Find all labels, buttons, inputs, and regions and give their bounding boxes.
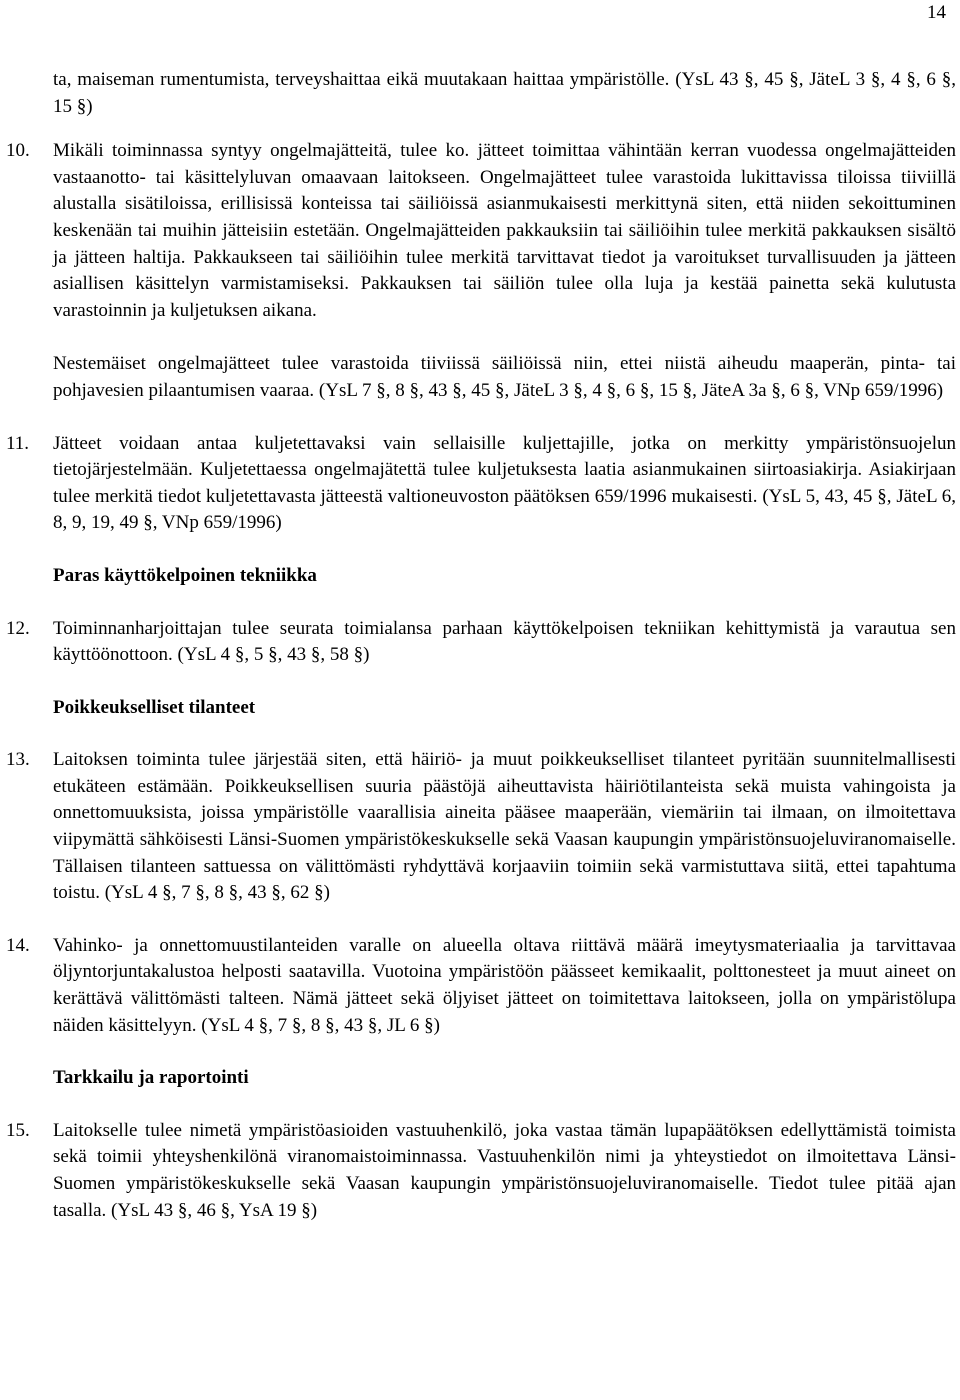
page-number: 14: [927, 2, 946, 23]
paragraph-14: [0, 933, 960, 1039]
paragraph-13: [0, 747, 960, 907]
paragraph-12: [0, 616, 960, 669]
paragraph-number: 11.: [6, 432, 30, 454]
paragraph-text: Jätteet voidaan antaa kuljetettavaksi vain sellaisille kuljettajille, jotka on merkitty ympäristönsuojelun tietojärjestelmään. Kuljetettaessa ongelmajätettä tulee kuljetuksesta laatia asianmukainen siirtoasiakirja. Asiakirjaan tulee merkitä tiedot kuljetettavasta jätteestä valtioneuvoston päätöksen 659/1996 mukaisesti. (YsL 5, 43, 45 §, JäteL 6, 8, 9, 19, 49 §, VNp 659/1996): [53, 432, 956, 534]
paragraph-text: Mikäli toiminnassa syntyy ongelmajätteitä, tulee ko. jätteet toimittaa vähintään kerran vuodessa ongelmajätteiden vastaanotto- tai käsittelyluvan omaavaan laitokseen. Ongelmajätteet tulee varastoida lukittavissa tiloissa tiiviillä alustalla sisätiloissa, erillisissä konteissa tai säiliöissä asianmukaisesti merkittynä siten, että niiden sekoittuminen keskenään tai muihin jätteisiin estetään. Ongelmajätteiden pakkauksiin tai säiliöihin tulee merkitä pakkauksen sisältö ja jätteen haltija. Pakkaukseen tai säiliöihin tulee merkitä tarvittavat tiedot ja varoitukset turvallisuuden ja jätteen asiallisen käsittelyn varmistamiseksi. Pakkauksen tai säiliön tulee olla luja ja kestää painetta sekä kulutusta varastoinnin ja kuljetuksen aikana.: [53, 140, 956, 321]
paragraph-number: 12.: [6, 617, 30, 639]
section-heading: Poikkeukselliset tilanteet: [53, 696, 256, 718]
paragraph-10: [0, 138, 960, 324]
paragraph-number: 13.: [6, 749, 30, 771]
paragraph-number: 10.: [6, 140, 30, 162]
paragraph-11: [0, 431, 960, 537]
paragraph-text: Laitoksen toiminta tulee järjestää siten, että häiriö- ja muut poikkeukselliset tilanteet pyritään suunnitelmallisesti etukäteen estämään. Poikkeuksellisen suuria päästöjä aiheuttavista häiriötilanteista sekä muista vahingoista ja onnettomuuksista, joissa ympäristölle vaarallisia aineita pääsee maaperään, viemäriin tai ilmaan, on ilmoitettava viipymättä sähköisesti Länsi-Suomen ympäristökeskukselle sekä Vaasan kaupungin ympäristönsuojeluviranomaiselle. Tällaisen tilanteen sattuessa on välittömästi ryhdyttävä korjaaviin toimiin sekä varmistuttava siitä, ettei tapahtuma toistu. (YsL 4 §, 7 §, 8 §, 43 §, 62 §): [53, 749, 956, 904]
section-heading: Paras käyttökelpoinen tekniikka: [53, 564, 317, 586]
paragraph-text: Vahinko- ja onnettomuustilanteiden varalle on alueella oltava riittävä määrä imeytysmateriaalia ja tarvittavaa öljyntorjuntakalustoa helposti saatavilla. Vuotoina ympäristöön päässeet kemikaalit, polttonesteet ja muut aineet on kerättävä välittömästi talteen. Nämä jätteet sekä öljyiset jätteet on toimitettava laitokseen, jolla on ympäristölupa näiden käsittelyyn. (YsL 4 §, 7 §, 8 §, 43 §, JL 6 §): [53, 934, 956, 1036]
paragraph-text: ta, maiseman rumentumista, terveyshaittaa eikä muutakaan haittaa ympäristölle. (YsL 43 §, 45 §, JäteL 3 §, 4 §, 6 §, 15 §): [53, 69, 956, 117]
paragraph-15: [0, 1118, 960, 1224]
paragraph-number: 14.: [6, 934, 30, 956]
paragraph-number: 15.: [6, 1119, 30, 1141]
paragraph-text: Nestemäiset ongelmajätteet tulee varastoida tiiviissä säiliöissä niin, ettei niistä aiheudu maaperän, pinta- tai pohjavesien pilaantumisen vaaraa. (YsL 7 §, 8 §, 43 §, 45 §, JäteL 3 §, 4 §, 6 §, 15 §, JäteA 3a §, 6 §, VNp 659/1996): [53, 353, 956, 401]
paragraph-text: Laitokselle tulee nimetä ympäristöasioiden vastuuhenkilö, joka vastaa tämän lupapäätöksen edellyttämistä toimista sekä toimii yhteyshenkilönä viranomaistoiminnassa. Vastuuhenkilön nimi ja yhteystiedot on ilmoitettava Länsi-Suomen ympäristökeskukselle sekä Vaasan kaupungin ympäristönsuojeluviranomaiselle. Tiedot tulee pitää ajan tasalla. (YsL 43 §, 46 §, YsA 19 §): [53, 1119, 956, 1221]
paragraph-continuation: [0, 67, 960, 120]
section-heading: Tarkkailu ja raportointi: [53, 1067, 249, 1089]
document-body: [0, 67, 960, 1224]
paragraph-text: Toiminnanharjoittajan tulee seurata toimialansa parhaan käyttökelpoisen tekniikan kehittymistä ja varautua sen käyttöönottoon. (YsL 4 §, 5 §, 43 §, 58 §): [53, 617, 956, 666]
paragraph-10-continued: [0, 351, 960, 404]
